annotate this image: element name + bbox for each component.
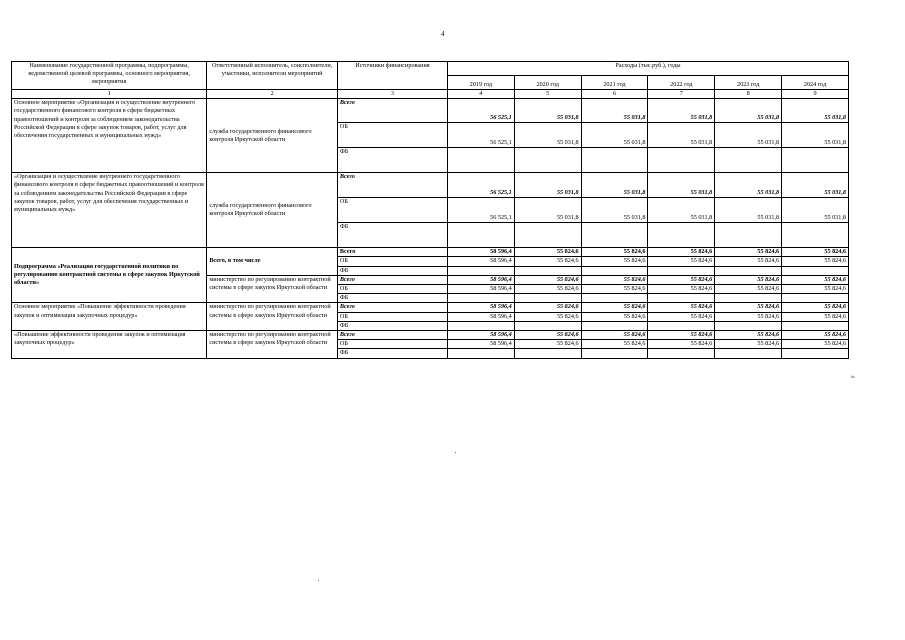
- g3-total2-2019: 58 596,4: [447, 275, 514, 284]
- g2-total-2024: 55 031,8: [782, 173, 849, 198]
- g3-ob2-2023: 55 824,6: [715, 285, 782, 294]
- end-quote-mark: ».: [851, 374, 856, 380]
- column-index: 9: [782, 90, 849, 99]
- column-index: 7: [648, 90, 715, 99]
- budget-table: [11, 61, 849, 359]
- header-executor: Ответственный исполнитель, соисполнители, участники, исполнители мероприятий: [207, 62, 338, 90]
- g3-source-fb-2: ФБ: [337, 294, 447, 303]
- g4-total-2019: 58 596,4: [447, 303, 514, 312]
- header-funding-source: Источники финансирования: [337, 62, 447, 90]
- g4-name: Основное мероприятие «Повышение эффективности проведения закупок и оптимизация закупочных процедур»: [12, 303, 207, 331]
- g2-source-total: Всего: [337, 173, 447, 198]
- g5-ob-2022: 55 824,6: [648, 340, 715, 349]
- g4-ob-2024: 55 824,6: [782, 312, 849, 321]
- g3-ob2-2024: 55 824,6: [782, 285, 849, 294]
- header-year: 2024 год: [782, 76, 849, 90]
- g5-total-2019: 58 596,4: [447, 331, 514, 340]
- g2-ob-2020: 55 031,8: [514, 198, 581, 223]
- g2-total-2020: 55 031,8: [514, 173, 581, 198]
- g1-name: Основное мероприятие «Организация и осуществление внутреннего государственного финансового контроля в сфере бюджетных правоотношений и контроля за соблюдением законодательства Российской Федерации в сфере закупок товаров, работ, услуг для обеспечения государственных и муниципальных нужд»: [12, 99, 207, 173]
- g5-total-2020: 55 824,6: [514, 331, 581, 340]
- g5-ob-2020: 55 824,6: [514, 340, 581, 349]
- g5-total-2021: 55 824,6: [581, 331, 648, 340]
- header-year: 2021 год: [581, 76, 648, 90]
- g3-total-2023: 55 824,6: [715, 248, 782, 257]
- g1-executor: служба государственного финансового контроля Иркутской области: [207, 99, 338, 173]
- g2-total-2019: 56 525,1: [447, 173, 514, 198]
- header-program-name: Наименование государственной программы, подпрограммы, ведомственной целевой программы, основного мероприятия, мероприятия: [12, 62, 207, 90]
- g3-ob-2022: 55 824,6: [648, 257, 715, 266]
- g3-ob-2023: 55 824,6: [715, 257, 782, 266]
- g1-source-total: Всего: [337, 99, 447, 123]
- g1-total-2019: 56 525,1: [447, 99, 514, 123]
- g3-total-2019: 58 596,4: [447, 248, 514, 257]
- g1-source-ob: ОБ: [337, 123, 447, 148]
- g3-ob-2020: 55 824,6: [514, 257, 581, 266]
- g4-ob-2023: 55 824,6: [715, 312, 782, 321]
- g3-ob2-2021: 55 824,6: [581, 285, 648, 294]
- g4-ob-2019: 58 596,4: [447, 312, 514, 321]
- g5-ob-2023: 55 824,6: [715, 340, 782, 349]
- g2-total-2023: 55 031,8: [715, 173, 782, 198]
- column-index: 4: [447, 90, 514, 99]
- g3-source-total-2: Всего: [337, 275, 447, 284]
- g5-total-2022: 55 824,6: [648, 331, 715, 340]
- g5-ob-2019: 58 596,4: [447, 340, 514, 349]
- g1-total-2024: 55 031,8: [782, 99, 849, 123]
- g4-source-fb: ФБ: [337, 321, 447, 330]
- g4-total-2020: 55 824,6: [514, 303, 581, 312]
- g3-ob-2021: 55 824,6: [581, 257, 648, 266]
- g2-total-2021: 55 031,8: [581, 173, 648, 198]
- g3-executor-total: Всего, в том числе: [207, 248, 338, 276]
- g5-total-2024: 55 824,6: [782, 331, 849, 340]
- g4-source-total: Всего: [337, 303, 447, 312]
- g3-total2-2024: 55 824,6: [782, 275, 849, 284]
- scan-speck: [455, 452, 456, 453]
- g4-ob-2020: 55 824,6: [514, 312, 581, 321]
- column-index: 8: [715, 90, 782, 99]
- page-number: 4: [441, 30, 445, 38]
- g5-ob-2021: 55 824,6: [581, 340, 648, 349]
- g1-total-2020: 55 031,8: [514, 99, 581, 123]
- g3-source-ob: ОБ: [337, 257, 447, 266]
- g3-total2-2021: 55 824,6: [581, 275, 648, 284]
- g3-total-2024: 55 824,6: [782, 248, 849, 257]
- header-year: 2023 год: [715, 76, 782, 90]
- g3-source-ob-2: ОБ: [337, 285, 447, 294]
- g1-ob-2024: 55 031,8: [782, 123, 849, 148]
- g1-ob-2021: 55 031,8: [581, 123, 648, 148]
- header-year: 2020 год: [514, 76, 581, 90]
- g5-total-2023: 55 824,6: [715, 331, 782, 340]
- header-year: 2019 год: [447, 76, 514, 90]
- g3-source-total: Всего: [337, 248, 447, 257]
- g2-ob-2022: 55 031,8: [648, 198, 715, 223]
- column-index: 5: [514, 90, 581, 99]
- g3-source-fb: ФБ: [337, 266, 447, 275]
- g1-total-2023: 55 031,8: [715, 99, 782, 123]
- g3-total-2021: 55 824,6: [581, 248, 648, 257]
- header-expenses: Расходы (тыс.руб.), годы: [447, 62, 848, 76]
- g1-source-fb: ФБ: [337, 148, 447, 173]
- g1-ob-2020: 55 031,8: [514, 123, 581, 148]
- g3-total-2020: 55 824,6: [514, 248, 581, 257]
- g5-executor: министерство по регулированию контрактной системы в сфере закупок Иркутской области: [207, 331, 338, 359]
- g5-name: «Повышение эффективности проведения закупок и оптимизация закупочных процедур»: [12, 331, 207, 359]
- g2-source-fb: ФБ: [337, 223, 447, 248]
- column-index: 3: [337, 90, 447, 99]
- g3-name: Подпрограмма «Реализация государственной политики по регулированию контрактной системы в сфере закупок Иркутской области»: [12, 248, 207, 303]
- g4-source-ob: ОБ: [337, 312, 447, 321]
- g2-ob-2019: 56 525,1: [447, 198, 514, 223]
- g5-source-ob: ОБ: [337, 340, 447, 349]
- g3-ob-2019: 58 596,4: [447, 257, 514, 266]
- g2-ob-2023: 55 031,8: [715, 198, 782, 223]
- g4-ob-2021: 55 824,6: [581, 312, 648, 321]
- g3-total2-2023: 55 824,6: [715, 275, 782, 284]
- g1-ob-2023: 55 031,8: [715, 123, 782, 148]
- g3-ob-2024: 55 824,6: [782, 257, 849, 266]
- scan-speck: [318, 580, 319, 581]
- column-index: 6: [581, 90, 648, 99]
- g3-ob2-2020: 55 824,6: [514, 285, 581, 294]
- column-index: 2: [207, 90, 338, 99]
- g4-total-2024: 55 824,6: [782, 303, 849, 312]
- g4-total-2023: 55 824,6: [715, 303, 782, 312]
- g3-ob2-2022: 55 824,6: [648, 285, 715, 294]
- g2-total-2022: 55 031,8: [648, 173, 715, 198]
- g5-ob-2024: 55 824,6: [782, 340, 849, 349]
- g3-total2-2020: 55 824,6: [514, 275, 581, 284]
- g1-ob-2019: 56 525,1: [447, 123, 514, 148]
- g4-executor: министерство по регулированию контрактной системы в сфере закупок Иркутской области: [207, 303, 338, 331]
- g1-total-2021: 55 031,8: [581, 99, 648, 123]
- g5-source-fb: ФБ: [337, 349, 447, 358]
- g1-total-2022: 55 031,8: [648, 99, 715, 123]
- g3-ob2-2019: 58 596,4: [447, 285, 514, 294]
- g2-executor: служба государственного финансового контроля Иркутской области: [207, 173, 338, 248]
- header-year: 2022 год: [648, 76, 715, 90]
- g2-ob-2024: 55 031,8: [782, 198, 849, 223]
- g5-source-total: Всего: [337, 331, 447, 340]
- g3-executor: министерство по регулированию контрактной системы в сфере закупок Иркутской области: [207, 275, 338, 303]
- g3-total2-2022: 55 824,6: [648, 275, 715, 284]
- column-index: 1: [12, 90, 207, 99]
- g4-total-2022: 55 824,6: [648, 303, 715, 312]
- g4-ob-2022: 55 824,6: [648, 312, 715, 321]
- g2-name: «Организация и осуществление внутреннего государственного финансового контроля в сфере бюджетных правоотношений и контроля за соблюдением законодательства Российской Федерации в сфере закупок товаров, работ, услуг для обеспечения государственных и муниципальных нужд»: [12, 173, 207, 248]
- g3-total-2022: 55 824,6: [648, 248, 715, 257]
- g1-ob-2022: 55 031,8: [648, 123, 715, 148]
- g2-ob-2021: 55 031,8: [581, 198, 648, 223]
- g2-source-ob: ОБ: [337, 198, 447, 223]
- g4-total-2021: 55 824,6: [581, 303, 648, 312]
